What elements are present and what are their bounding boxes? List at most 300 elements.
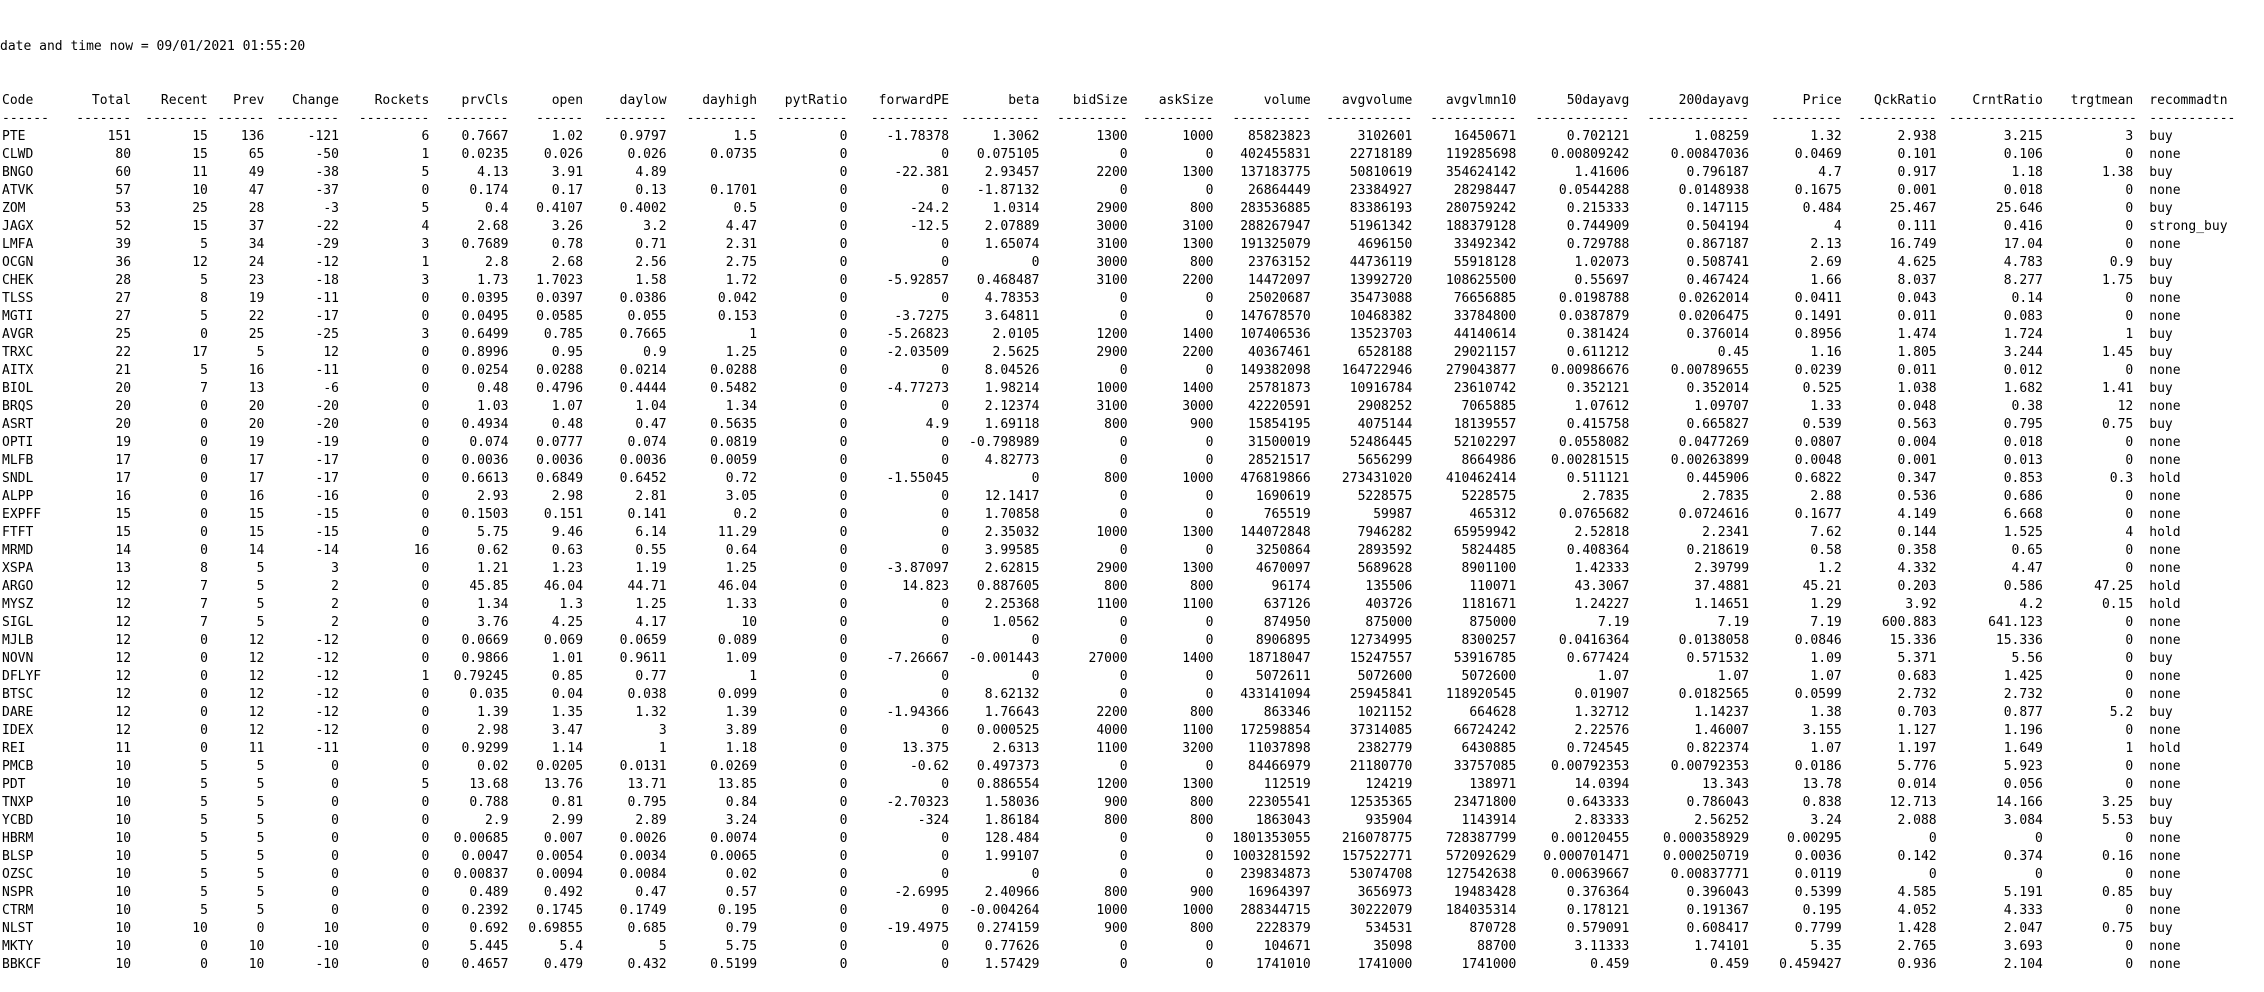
- cell-open: 0.6849: [536, 471, 584, 486]
- cell-asksize: 800: [1190, 255, 1214, 270]
- cell-code: TNXP: [2, 795, 34, 810]
- cell-forwardpe: -5.26823: [886, 327, 950, 342]
- cell-prev: 11: [248, 741, 265, 756]
- column-header-total: Total: [91, 93, 132, 108]
- cell-price: 0.0469: [1794, 147, 1842, 162]
- cell-pytratio: 0: [839, 453, 848, 468]
- cell-trgtmean: 0: [2125, 615, 2134, 630]
- cell-trgtmean: 1.45: [2101, 345, 2134, 360]
- table-row: [0, 956, 2260, 974]
- cell-price: 13.78: [1802, 777, 1842, 792]
- cell-change: -20: [315, 399, 339, 414]
- cell-avgvolume: 1741000: [1357, 957, 1413, 972]
- cell-rockets: 0: [421, 903, 430, 918]
- cell-volume: 28521517: [1248, 453, 1311, 468]
- cell-volume: 1741010: [1255, 957, 1311, 972]
- cell-avgvolume: 164722946: [1341, 363, 1413, 378]
- cell-qckratio: 0.004: [1897, 435, 1937, 450]
- cell-recent: 8: [200, 561, 208, 576]
- cell-prvcls: 0.1503: [461, 507, 509, 522]
- cell-recommadtn: buy: [2149, 417, 2173, 432]
- cell-total: 27: [115, 309, 132, 324]
- cell-200dayavg: 2.56252: [1694, 813, 1750, 828]
- cell-50dayavg: 0.00281515: [1551, 453, 1630, 468]
- cell-qckratio: 0.917: [1897, 165, 1937, 180]
- cell-total: 20: [115, 381, 132, 396]
- cell-crntratio: 0: [2035, 867, 2043, 882]
- cell-change: 0: [331, 777, 339, 792]
- cell-trgtmean: 0: [2125, 633, 2134, 648]
- cell-dayhigh: 0.5635: [710, 417, 758, 432]
- cell-prvcls: 0.035: [469, 687, 509, 702]
- column-header-recent: Recent: [160, 93, 208, 108]
- cell-recommadtn: none: [2149, 453, 2181, 468]
- cell-total: 10: [115, 867, 132, 882]
- cell-volume: 84466979: [1248, 759, 1311, 774]
- cell-daylow: 0.074: [627, 435, 667, 450]
- cell-total: 36: [115, 255, 132, 270]
- cell-pytratio: 0: [839, 903, 848, 918]
- cell-crntratio: 0.14: [2011, 291, 2043, 306]
- cell-qckratio: 0.563: [1897, 417, 1937, 432]
- cell-crntratio: 4.2: [2019, 597, 2043, 612]
- cell-daylow: 2.89: [635, 813, 667, 828]
- cell-dayhigh: 0.2: [733, 507, 758, 522]
- cell-recommadtn: hold: [2149, 471, 2181, 486]
- cell-recent: 5: [200, 885, 208, 900]
- table-row: [0, 470, 2260, 488]
- cell-dayhigh: 0.84: [725, 795, 758, 810]
- cell-forwardpe: 0: [941, 489, 950, 504]
- cell-bidsize: 3000: [1096, 219, 1128, 234]
- cell-avgvolume: 10916784: [1349, 381, 1413, 396]
- cell-avgvolume: 2382779: [1357, 741, 1413, 756]
- cell-200dayavg: 0.00263899: [1670, 453, 1750, 468]
- cell-prvcls: 13.68: [469, 777, 509, 792]
- separator: --------: [276, 111, 339, 126]
- cell-total: 10: [115, 885, 132, 900]
- cell-pytratio: 0: [839, 651, 848, 666]
- cell-open: 13.76: [543, 777, 584, 792]
- cell-bidsize: 0: [1119, 453, 1128, 468]
- cell-code: TRXC: [2, 345, 34, 360]
- table-row: [0, 452, 2260, 470]
- cell-avgvlmn10: 138971: [1469, 777, 1517, 792]
- cell-price: 45.21: [1802, 579, 1842, 594]
- cell-change: -10: [315, 939, 339, 954]
- cell-prvcls: 45.85: [469, 579, 509, 594]
- cell-avgvolume: 23384927: [1349, 183, 1413, 198]
- cell-asksize: 1400: [1182, 327, 1214, 342]
- cell-prev: 15: [248, 507, 265, 522]
- cell-change: -17: [315, 471, 339, 486]
- cell-open: 2.68: [551, 255, 584, 270]
- cell-volume: 8906895: [1255, 633, 1311, 648]
- cell-pytratio: 0: [839, 165, 848, 180]
- cell-asksize: 1000: [1182, 129, 1214, 144]
- cell-dayhigh: 0.089: [717, 633, 758, 648]
- cell-avgvolume: 12734995: [1349, 633, 1413, 648]
- cell-price: 7.19: [1810, 615, 1842, 630]
- cell-dayhigh: 2.31: [725, 237, 758, 252]
- cell-price: 0.6822: [1794, 471, 1842, 486]
- cell-crntratio: 0.795: [2003, 417, 2043, 432]
- cell-open: 46.04: [543, 579, 584, 594]
- cell-prvcls: 0.0395: [461, 291, 509, 306]
- cell-prev: 25: [248, 327, 265, 342]
- cell-recent: 0: [200, 417, 208, 432]
- cell-prvcls: 1.39: [477, 705, 509, 720]
- cell-crntratio: 1.649: [2003, 741, 2043, 756]
- cell-beta: 0: [1031, 633, 1040, 648]
- cell-qckratio: 2.732: [1897, 687, 1937, 702]
- cell-rockets: 0: [421, 183, 430, 198]
- cell-prvcls: 5.75: [477, 525, 509, 540]
- cell-avgvlmn10: 465312: [1469, 507, 1517, 522]
- cell-pytratio: 0: [839, 867, 848, 882]
- cell-asksize: 1000: [1182, 903, 1214, 918]
- cell-forwardpe: 0: [941, 507, 950, 522]
- cell-asksize: 800: [1190, 921, 1214, 936]
- cell-open: 0.63: [551, 543, 584, 558]
- cell-open: 0.4107: [536, 201, 584, 216]
- cell-avgvlmn10: 44140614: [1453, 327, 1517, 342]
- cell-trgtmean: 0.85: [2101, 885, 2134, 900]
- cell-200dayavg: 0.00847036: [1670, 147, 1750, 162]
- cell-daylow: 5: [658, 939, 667, 954]
- cell-beta: 1.3062: [992, 129, 1040, 144]
- cell-200dayavg: 0.00789655: [1670, 363, 1750, 378]
- separator: -----------: [1326, 111, 1413, 126]
- cell-prev: 5: [256, 831, 265, 846]
- cell-total: 20: [115, 399, 132, 414]
- cell-forwardpe: 0: [941, 615, 950, 630]
- cell-change: -3: [323, 201, 339, 216]
- cell-avgvlmn10: 33784800: [1453, 309, 1517, 324]
- separator: -------: [76, 111, 132, 126]
- cell-price: 0.0119: [1794, 867, 1842, 882]
- cell-open: 0.0397: [536, 291, 584, 306]
- cell-pytratio: 0: [839, 201, 848, 216]
- cell-beta: 1.99107: [984, 849, 1040, 864]
- column-header-prev: Prev: [233, 93, 265, 108]
- cell-total: 19: [115, 435, 132, 450]
- cell-crntratio: 0.012: [2003, 363, 2043, 378]
- cell-rockets: 0: [421, 939, 430, 954]
- cell-asksize: 1300: [1182, 561, 1214, 576]
- cell-rockets: 0: [421, 723, 430, 738]
- cell-total: 11: [115, 741, 132, 756]
- table-row: [0, 758, 2260, 776]
- cell-prvcls: 0.4657: [461, 957, 509, 972]
- cell-change: -38: [315, 165, 339, 180]
- cell-forwardpe: -324: [917, 813, 950, 828]
- cell-avgvolume: 935904: [1365, 813, 1413, 828]
- cell-pytratio: 0: [839, 759, 848, 774]
- cell-crntratio: 3.244: [2003, 345, 2043, 360]
- cell-crntratio: 0.374: [2003, 849, 2043, 864]
- cell-200dayavg: 0.000250719: [1662, 849, 1750, 864]
- cell-prvcls: 0.79245: [453, 669, 509, 684]
- cell-crntratio: 0.877: [2003, 705, 2043, 720]
- cell-volume: 23763152: [1248, 255, 1311, 270]
- cell-200dayavg: 0.467424: [1686, 273, 1750, 288]
- cell-avgvolume: 44736119: [1349, 255, 1413, 270]
- cell-trgtmean: 0: [2125, 777, 2134, 792]
- cell-avgvlmn10: 127542638: [1445, 867, 1517, 882]
- cell-200dayavg: 1.08259: [1694, 129, 1750, 144]
- cell-price: 1.09: [1810, 651, 1842, 666]
- cell-recommadtn: hold: [2149, 741, 2181, 756]
- cell-avgvlmn10: 6430885: [1461, 741, 1517, 756]
- cell-forwardpe: 0: [941, 669, 950, 684]
- cell-avgvolume: 157522771: [1341, 849, 1413, 864]
- column-header-price: Price: [1802, 93, 1842, 108]
- cell-code: SNDL: [2, 471, 34, 486]
- cell-avgvolume: 52486445: [1349, 435, 1413, 450]
- column-header-bidsize: bidSize: [1072, 93, 1128, 108]
- cell-200dayavg: 0.45: [1717, 345, 1750, 360]
- cell-50dayavg: 0.00809242: [1551, 147, 1630, 162]
- cell-code: CHEK: [2, 273, 34, 288]
- cell-change: 0: [331, 831, 339, 846]
- cell-recent: 0: [200, 507, 208, 522]
- cell-dayhigh: 46.04: [717, 579, 758, 594]
- cell-change: 2: [331, 579, 339, 594]
- cell-rockets: 3: [421, 273, 430, 288]
- cell-prev: 5: [256, 795, 265, 810]
- cell-trgtmean: 0: [2125, 939, 2134, 954]
- cell-avgvolume: 5656299: [1357, 453, 1413, 468]
- cell-total: 57: [115, 183, 132, 198]
- cell-qckratio: 12.713: [1889, 795, 1937, 810]
- cell-pytratio: 0: [839, 381, 848, 396]
- cell-code: OCGN: [2, 255, 34, 270]
- cell-50dayavg: 0.00986676: [1551, 363, 1630, 378]
- table-row: [0, 488, 2260, 506]
- cell-prev: 16: [248, 489, 265, 504]
- cell-change: -11: [315, 291, 339, 306]
- cell-crntratio: 0.018: [2003, 435, 2043, 450]
- table-row: [0, 434, 2260, 452]
- cell-daylow: 0.47: [635, 417, 667, 432]
- cell-rockets: 0: [421, 345, 430, 360]
- cell-rockets: 0: [421, 651, 430, 666]
- cell-crntratio: 8.277: [2003, 273, 2043, 288]
- cell-open: 0.069: [543, 633, 584, 648]
- cell-volume: 288267947: [1240, 219, 1311, 234]
- cell-total: 17: [115, 453, 132, 468]
- cell-bidsize: 800: [1104, 813, 1128, 828]
- cell-pytratio: 0: [839, 273, 848, 288]
- cell-price: 0.1677: [1794, 507, 1842, 522]
- cell-rockets: 0: [421, 633, 430, 648]
- cell-50dayavg: 1.41606: [1574, 165, 1630, 180]
- cell-daylow: 4.17: [635, 615, 667, 630]
- cell-asksize: 0: [1205, 309, 1214, 324]
- cell-avgvlmn10: 118920545: [1445, 687, 1517, 702]
- cell-qckratio: 0.101: [1897, 147, 1937, 162]
- cell-50dayavg: 1.32712: [1574, 705, 1630, 720]
- cell-prev: 5: [256, 615, 265, 630]
- cell-prev: 20: [248, 417, 265, 432]
- cell-daylow: 0.0386: [619, 291, 667, 306]
- cell-50dayavg: 0.55697: [1574, 273, 1630, 288]
- cell-avgvolume: 12535365: [1349, 795, 1413, 810]
- cell-forwardpe: 0: [941, 147, 950, 162]
- cell-code: ATVK: [2, 183, 34, 198]
- cell-code: FTFT: [2, 525, 34, 540]
- column-header-avgvlmn10: avgvlmn10: [1445, 93, 1517, 108]
- cell-price: 4.7: [1818, 165, 1842, 180]
- cell-rockets: 3: [421, 237, 430, 252]
- cell-prvcls: 0.00685: [453, 831, 509, 846]
- cell-price: 1.16: [1810, 345, 1842, 360]
- cell-200dayavg: 0.00792353: [1670, 759, 1750, 774]
- cell-total: 12: [115, 597, 132, 612]
- cell-recent: 0: [200, 525, 208, 540]
- cell-dayhigh: 3.89: [725, 723, 758, 738]
- cell-bidsize: 0: [1119, 489, 1128, 504]
- cell-200dayavg: 2.2341: [1702, 525, 1750, 540]
- cell-recent: 5: [200, 273, 208, 288]
- cell-50dayavg: 0.00120455: [1551, 831, 1630, 846]
- cell-avgvlmn10: 108625500: [1445, 273, 1517, 288]
- cell-asksize: 0: [1205, 543, 1214, 558]
- cell-qckratio: 0: [1928, 867, 1937, 882]
- cell-price: 0.484: [1802, 201, 1842, 216]
- cell-volume: 26864449: [1248, 183, 1311, 198]
- cell-recommadtn: none: [2149, 435, 2181, 450]
- cell-50dayavg: 0.381424: [1566, 327, 1630, 342]
- cell-asksize: 1400: [1182, 381, 1214, 396]
- cell-beta: 1.58036: [984, 795, 1040, 810]
- cell-avgvolume: 59987: [1373, 507, 1413, 522]
- cell-prvcls: 0.9866: [461, 651, 509, 666]
- cell-price: 1.33: [1810, 399, 1842, 414]
- cell-crntratio: 1.724: [2003, 327, 2043, 342]
- cell-200dayavg: 1.07: [1717, 669, 1750, 684]
- cell-avgvlmn10: 1181671: [1461, 597, 1517, 612]
- cell-pytratio: 0: [839, 615, 848, 630]
- cell-prev: 12: [248, 633, 265, 648]
- column-header-200dayavg: 200dayavg: [1678, 93, 1750, 108]
- cell-total: 10: [115, 921, 132, 936]
- cell-recommadtn: none: [2149, 309, 2181, 324]
- cell-avgvlmn10: 65959942: [1453, 525, 1517, 540]
- cell-change: -37: [315, 183, 339, 198]
- cell-volume: 5072611: [1255, 669, 1311, 684]
- cell-total: 16: [115, 489, 132, 504]
- cell-rockets: 0: [421, 381, 430, 396]
- cell-bidsize: 0: [1119, 507, 1128, 522]
- cell-200dayavg: 1.74101: [1694, 939, 1750, 954]
- cell-daylow: 0.9: [643, 345, 667, 360]
- cell-volume: 2228379: [1255, 921, 1311, 936]
- table-row: [0, 182, 2260, 200]
- cell-bidsize: 0: [1119, 291, 1128, 306]
- cell-qckratio: 0.043: [1897, 291, 1937, 306]
- cell-recent: 0: [200, 741, 208, 756]
- cell-prev: 15: [248, 525, 265, 540]
- cell-crntratio: 4.783: [2003, 255, 2043, 270]
- cell-recommadtn: buy: [2149, 327, 2173, 342]
- cell-total: 12: [115, 687, 132, 702]
- cell-change: -25: [315, 327, 339, 342]
- cell-prev: 5: [256, 561, 265, 576]
- cell-avgvolume: 51961342: [1349, 219, 1413, 234]
- cell-forwardpe: -24.2: [909, 201, 950, 216]
- cell-recent: 7: [200, 597, 208, 612]
- cell-avgvolume: 5072600: [1357, 669, 1413, 684]
- cell-change: 0: [331, 867, 339, 882]
- cell-avgvlmn10: 110071: [1469, 579, 1517, 594]
- cell-daylow: 0.0036: [619, 453, 667, 468]
- cell-pytratio: 0: [839, 471, 848, 486]
- cell-open: 1.01: [551, 651, 584, 666]
- cell-recent: 10: [192, 921, 208, 936]
- table-row: [0, 524, 2260, 542]
- cell-beta: 1.0562: [992, 615, 1040, 630]
- cell-rockets: 0: [421, 759, 430, 774]
- cell-200dayavg: 13.343: [1702, 777, 1750, 792]
- cell-recommadtn: none: [2149, 615, 2181, 630]
- cell-trgtmean: 1: [2125, 741, 2134, 756]
- cell-crntratio: 0.013: [2003, 453, 2043, 468]
- cell-forwardpe: -3.7275: [894, 309, 950, 324]
- cell-forwardpe: 0: [941, 939, 950, 954]
- cell-volume: 149382098: [1240, 363, 1311, 378]
- cell-prev: 5: [256, 597, 265, 612]
- cell-daylow: 1.32: [635, 705, 667, 720]
- cell-rockets: 1: [421, 669, 430, 684]
- cell-recommadtn: buy: [2149, 651, 2173, 666]
- cell-daylow: 0.685: [627, 921, 667, 936]
- cell-price: 1.07: [1810, 669, 1842, 684]
- cell-code: CLWD: [2, 147, 34, 162]
- cell-volume: 22305541: [1248, 795, 1311, 810]
- table-row: [0, 236, 2260, 254]
- table-row: [0, 884, 2260, 902]
- cell-pytratio: 0: [839, 525, 848, 540]
- cell-forwardpe: 14.823: [902, 579, 950, 594]
- cell-prvcls: 1.73: [477, 273, 509, 288]
- cell-price: 0.0411: [1794, 291, 1842, 306]
- cell-volume: 433141094: [1240, 687, 1311, 702]
- cell-beta: 0: [1031, 471, 1040, 486]
- cell-avgvolume: 25945841: [1349, 687, 1413, 702]
- cell-rockets: 5: [421, 777, 430, 792]
- cell-qckratio: 0.358: [1897, 543, 1937, 558]
- cell-rockets: 16: [413, 543, 430, 558]
- cell-beta: 1.0314: [992, 201, 1040, 216]
- cell-asksize: 3000: [1182, 399, 1214, 414]
- cell-beta: 1.57429: [984, 957, 1040, 972]
- cell-asksize: 0: [1205, 759, 1214, 774]
- cell-trgtmean: 0: [2125, 687, 2134, 702]
- cell-recommadtn: none: [2149, 669, 2181, 684]
- cell-total: 12: [115, 723, 132, 738]
- cell-volume: 25781873: [1248, 381, 1311, 396]
- cell-recent: 5: [200, 813, 208, 828]
- separator: ------: [2, 111, 49, 126]
- separator: ----------: [961, 111, 1040, 126]
- cell-crntratio: 4.333: [2003, 903, 2043, 918]
- cell-avgvlmn10: 52102297: [1453, 435, 1517, 450]
- cell-rockets: 0: [421, 597, 430, 612]
- cell-recommadtn: none: [2149, 543, 2181, 558]
- cell-avgvolume: 35098: [1373, 939, 1413, 954]
